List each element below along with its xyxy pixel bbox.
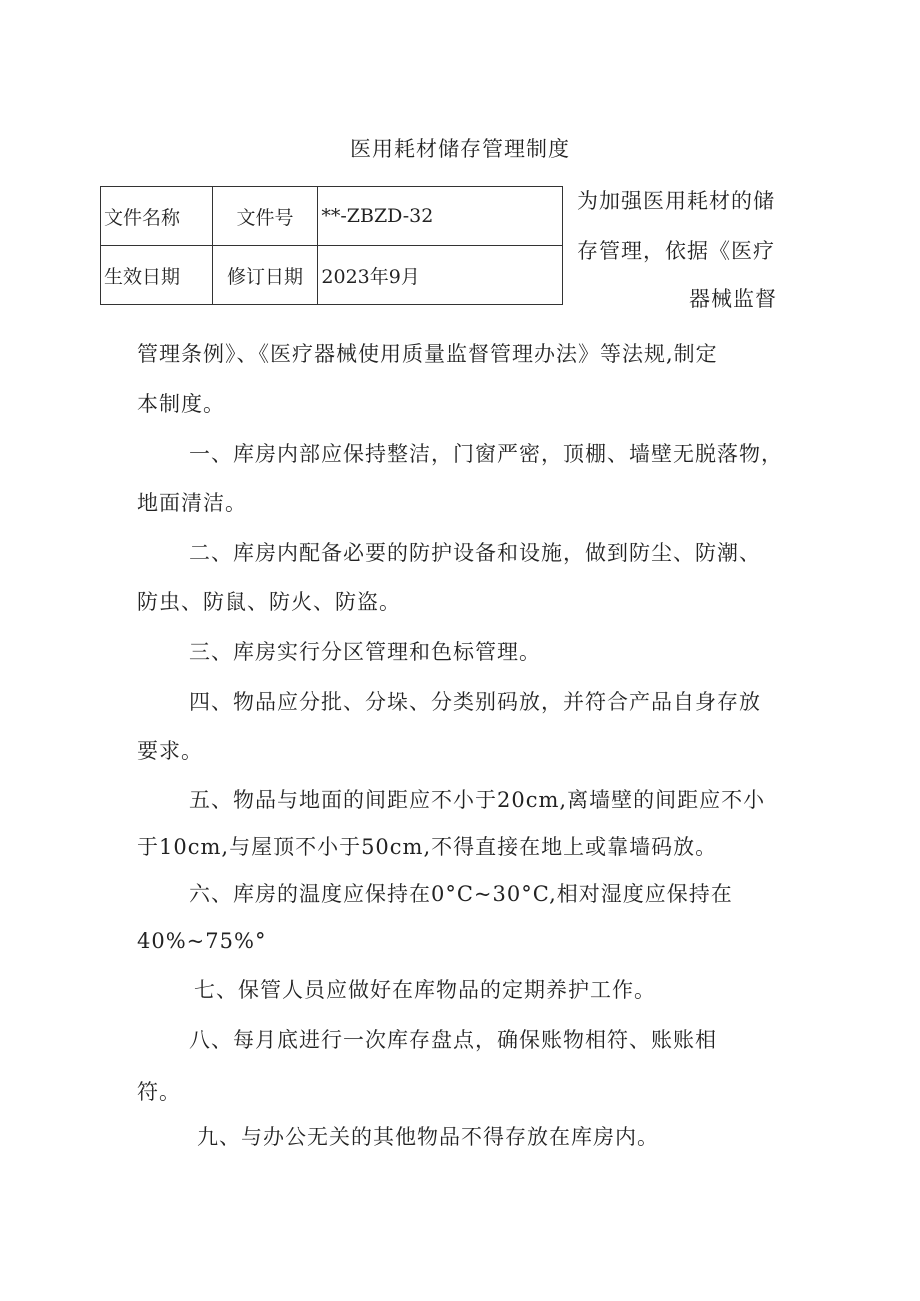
clause-9-line: 九、与办公无关的其他物品不得存放在库房内。 — [197, 1125, 659, 1149]
document-title: 医用耗材储存管理制度 — [350, 137, 570, 161]
clause-8-line: 八、每月底进行一次库存盘点，确保账物相符、账账相 — [189, 1028, 717, 1052]
revision-date-label: 修订日期 — [212, 246, 318, 305]
clause-4-line: 四、物品应分批、分垛、分类别码放，并符合产品自身存放 — [189, 690, 761, 714]
clause-5-line: 五、物品与地面的间距应不小于20cm,离墙壁的间距应不小 — [189, 788, 766, 812]
doc-name-label: 文件名称 — [101, 187, 213, 246]
clause-2-line: 二、库房内配备必要的防护设备和设施，做到防尘、防潮、 — [189, 541, 761, 565]
clause-6-line: 六、库房的温度应保持在0°C~30°C,相对湿度应保持在 — [189, 882, 733, 906]
intro-line: 管理条例》、《医疗器械使用质量监督管理办法》等法规,制定 — [137, 342, 718, 366]
clause-1-line: 地面清洁。 — [137, 491, 247, 515]
intro-line: 存管理，依据《医疗 — [577, 239, 775, 263]
doc-number-label: 文件号 — [212, 187, 318, 246]
intro-line: 本制度。 — [137, 392, 225, 416]
intro-line: 器械监督 — [689, 287, 777, 311]
table-row — [101, 187, 563, 246]
clause-7-line: 七、保管人员应做好在库物品的定期养护工作。 — [194, 978, 656, 1002]
clause-1-line: 一、库房内部应保持整洁，门窗严密，顶棚、墙壁无脱落物， — [189, 442, 783, 466]
revision-date-value: 2023年9月 — [318, 246, 563, 305]
intro-line: 为加强医用耗材的储 — [577, 189, 775, 213]
clause-8-line: 符。 — [137, 1080, 181, 1104]
table-row — [101, 246, 563, 305]
clause-5-line: 于10cm,与屋顶不小于50cm,不得直接在地上或靠墙码放。 — [137, 835, 718, 859]
clause-4-line: 要求。 — [137, 739, 203, 763]
clause-6-line: 40%~75%° — [137, 929, 267, 953]
doc-number-value: **-ZBZD-32 — [318, 187, 563, 246]
clause-3-line: 三、库房实行分区管理和色标管理。 — [189, 640, 541, 664]
document-meta-table — [100, 186, 563, 305]
clause-2-line: 防虫、防鼠、防火、防盗。 — [137, 590, 401, 614]
effective-date-label: 生效日期 — [101, 246, 213, 305]
